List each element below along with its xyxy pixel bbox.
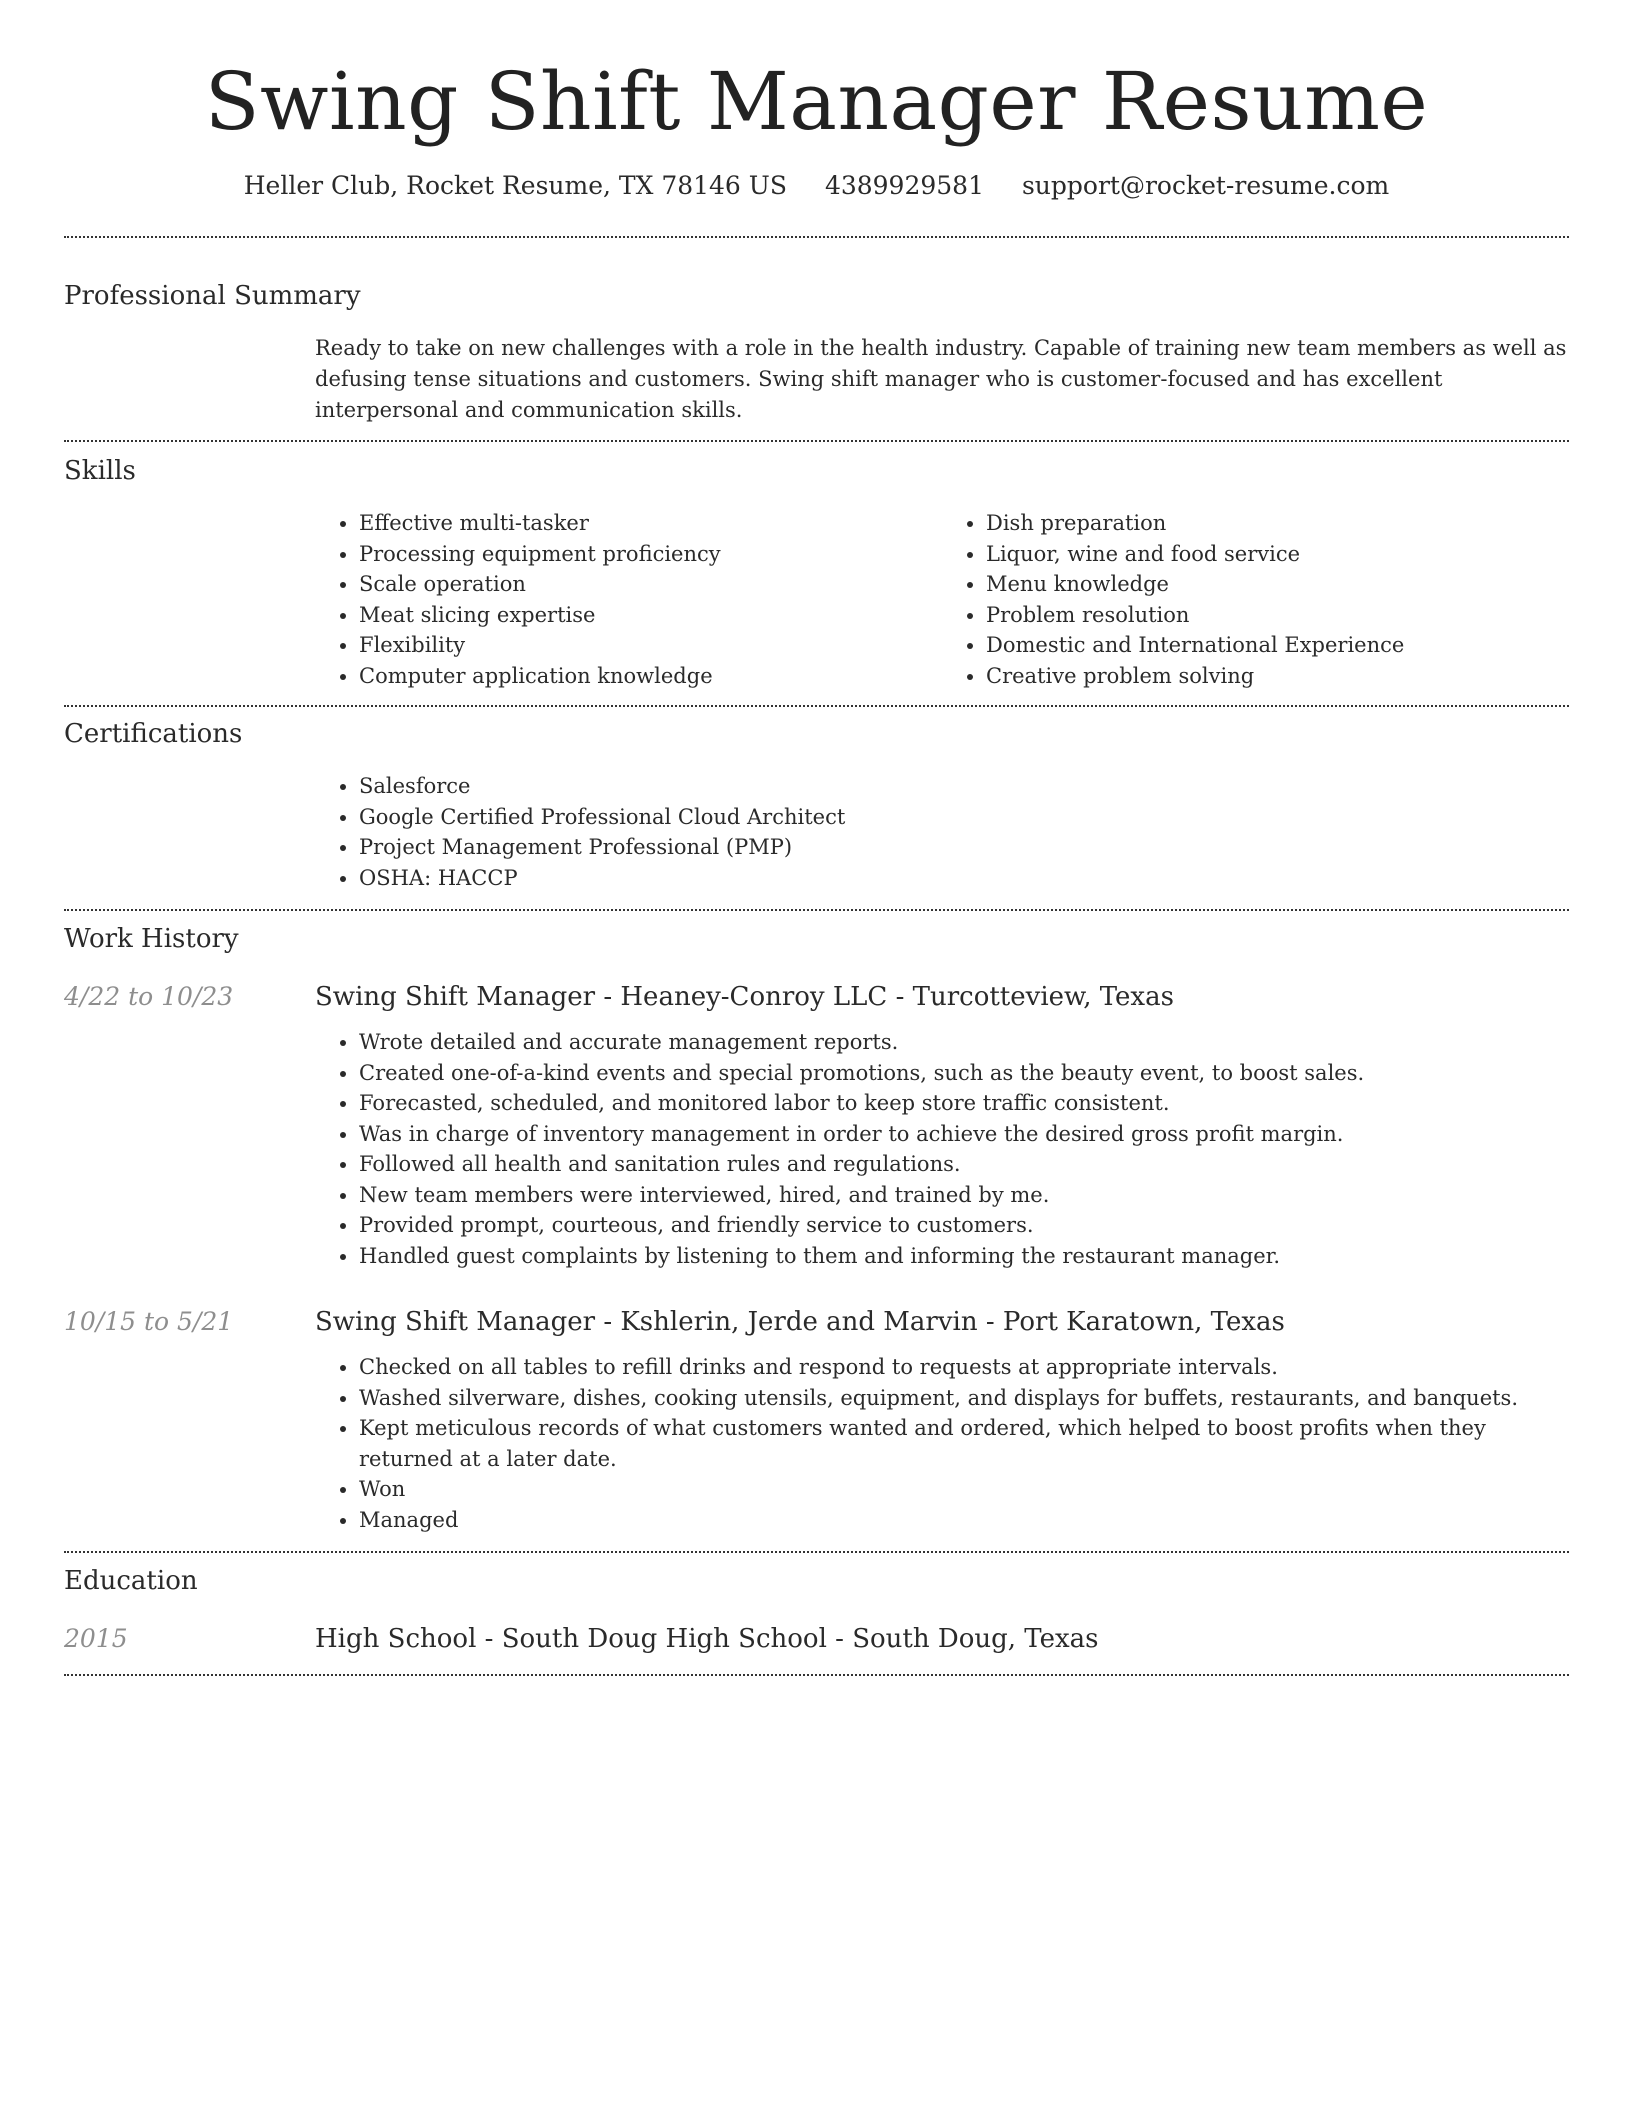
job-duty-item: • Washed silverware, dishes, cooking utensils, equipment, and displays for buffets, restaurants, and banquets. [359, 1383, 1569, 1414]
contact-address: Heller Club, Rocket Resume, TX 78146 US [243, 171, 787, 200]
job-duty-item: • Won [359, 1474, 1569, 1505]
divider [64, 705, 1569, 707]
job-header [64, 980, 1569, 1014]
job-duty-item: • Checked on all tables to refill drinks and respond to requests at appropriate intervals. [359, 1352, 1569, 1383]
job-duty-item: • Forecasted, scheduled, and monitored labor to keep store traffic consistent. [359, 1088, 1569, 1119]
skill-item: • Computer application knowledge [359, 661, 942, 692]
skills-column-right [942, 508, 1569, 691]
work-history-heading: Work History [64, 924, 239, 954]
skill-item: • Problem resolution [986, 600, 1569, 631]
summary-text: Ready to take on new challenges with a role in the health industry. Capable of training new team members as well as defusing tense situations and customers. Swing shift manager who is customer-focused and has excellent interpersonal and communication skills. [315, 336, 1567, 422]
skill-item: • Processing equipment proficiency [359, 539, 942, 570]
skills-column-left [315, 508, 942, 691]
job-title: Swing Shift Manager - Kshlerin, Jerde and Marvin - Port Karatown, Texas [315, 1307, 1285, 1337]
job-duty-item: • Handled guest complaints by listening to them and informing the restaurant manager. [359, 1241, 1569, 1272]
job-duty-item: • Provided prompt, courteous, and friendly service to customers. [359, 1210, 1569, 1241]
skill-item: • Effective multi-tasker [359, 508, 942, 539]
skill-item: • Dish preparation [986, 508, 1569, 539]
job-duty-item: • Followed all health and sanitation rules and regulations. [359, 1149, 1569, 1180]
resume-title: Swing Shift Manager Resume [204, 55, 1429, 148]
job-duties [315, 1027, 1569, 1271]
job-duty-item: • Was in charge of inventory management in order to achieve the desired gross profit margin. [359, 1119, 1569, 1150]
job-duty-item: • Kept meticulous records of what customers wanted and ordered, which helped to boost profits when they returned at a later date. [359, 1413, 1569, 1474]
certification-item: • Salesforce [359, 771, 1569, 802]
divider [64, 440, 1569, 442]
summary-heading: Professional Summary [64, 281, 361, 311]
job-duties [315, 1352, 1569, 1535]
education-heading: Education [64, 1566, 198, 1596]
divider [64, 1551, 1569, 1553]
skill-item: • Domestic and International Experience [986, 630, 1569, 661]
skill-item: • Menu knowledge [986, 569, 1569, 600]
skill-item: • Flexibility [359, 630, 942, 661]
certification-item: • Google Certified Professional Cloud Architect [359, 802, 1569, 833]
skill-item: • Creative problem solving [986, 661, 1569, 692]
job-duty-item: • Created one-of-a-kind events and special promotions, such as the beauty event, to boost sales. [359, 1058, 1569, 1089]
certifications-heading: Certifications [64, 719, 243, 749]
skill-item: • Liquor, wine and food service [986, 539, 1569, 570]
job-title: Swing Shift Manager - Heaney-Conroy LLC - Turcotteview, Texas [315, 982, 1174, 1012]
divider [64, 1674, 1569, 1676]
education-year: 2015 [64, 1624, 128, 1653]
job-dates: 4/22 to 10/23 [64, 982, 234, 1011]
skill-item: • Scale operation [359, 569, 942, 600]
divider [64, 909, 1569, 911]
job-duty-item: • Managed [359, 1505, 1569, 1536]
job-header [64, 1305, 1569, 1339]
job-duty-item: • New team members were interviewed, hired, and trained by me. [359, 1180, 1569, 1211]
contact-email: support@rocket-resume.com [1021, 171, 1390, 200]
job-duty-item: • Wrote detailed and accurate management reports. [359, 1027, 1569, 1058]
job-dates: 10/15 to 5/21 [64, 1307, 234, 1336]
education-school: High School - South Doug High School - South Doug, Texas [315, 1624, 1099, 1654]
certifications-list [315, 771, 1569, 893]
skills-list [315, 508, 1569, 691]
resume-page [64, 0, 1569, 1676]
education-entry [64, 1622, 1569, 1656]
contact-line [64, 170, 1569, 202]
certification-item: • Project Management Professional (PMP) [359, 832, 1569, 863]
contact-phone: 4389929581 [824, 171, 984, 200]
divider [64, 236, 1569, 238]
certification-item: • OSHA: HACCP [359, 863, 1569, 894]
skill-item: • Meat slicing expertise [359, 600, 942, 631]
skills-heading: Skills [64, 456, 136, 486]
